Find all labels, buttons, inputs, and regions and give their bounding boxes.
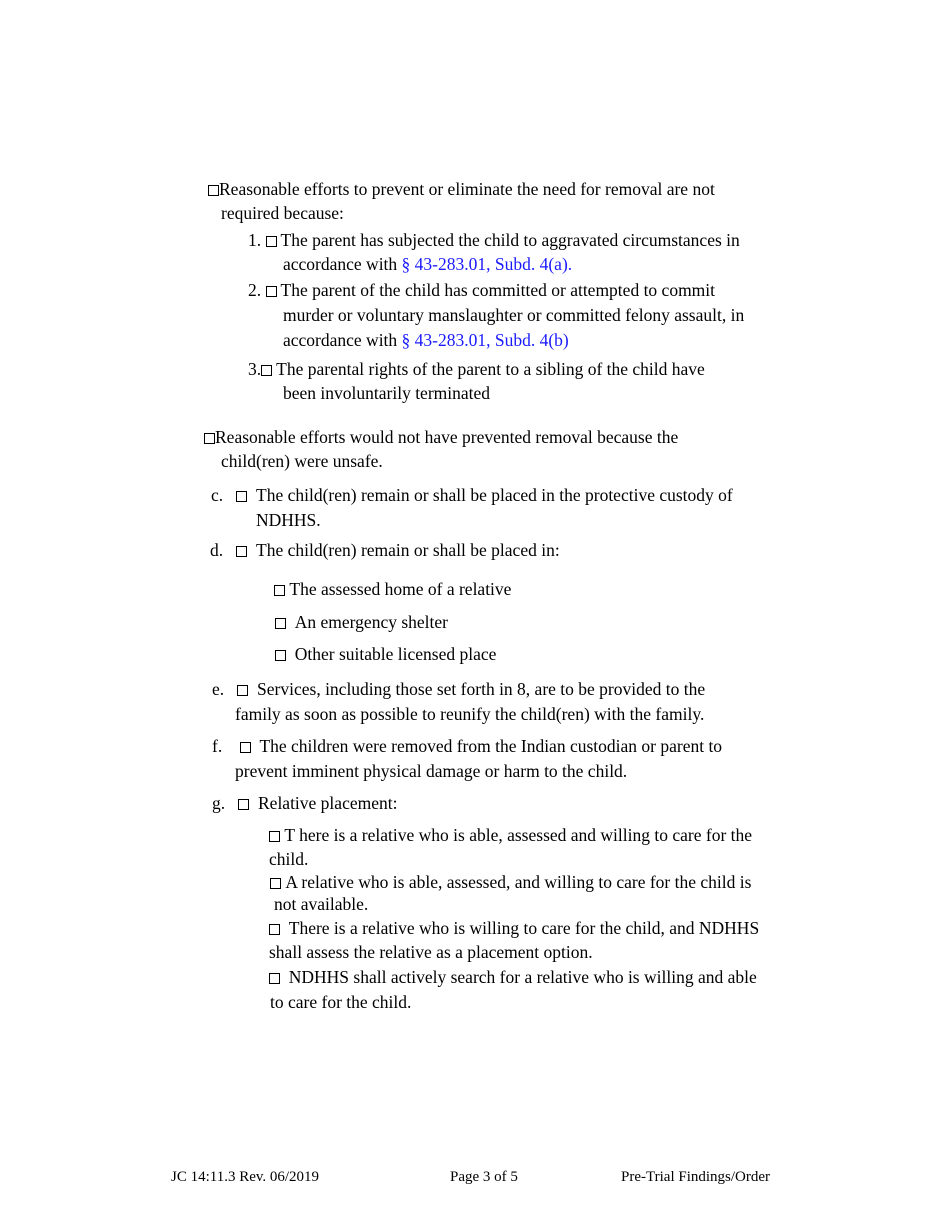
item-d-option-shelter: An emergency shelter: [275, 611, 448, 633]
indian-custodian-checkbox[interactable]: [240, 742, 251, 753]
placed-in-checkbox[interactable]: [236, 546, 247, 557]
not-required-item-1-cont: accordance with § 43-283.01, Subd. 4(a).: [283, 254, 573, 274]
item-g-option-3-cont: shall assess the relative as a placement option.: [269, 942, 593, 962]
item-d-option-licensed: Other suitable licensed place: [275, 643, 496, 665]
item-g-option-1: T here is a relative who is able, assessed and willing to care for the: [269, 824, 752, 846]
item-f: f. The children were removed from the Indian custodian or parent to: [212, 736, 723, 756]
footer-title: Pre-Trial Findings/Order: [621, 1169, 771, 1185]
item-g-option-1-cont: child.: [269, 849, 309, 869]
ndhhs-search-checkbox[interactable]: [269, 973, 280, 984]
services-checkbox[interactable]: [237, 685, 248, 696]
aggravated-circumstances-checkbox[interactable]: [266, 236, 277, 247]
item-d-option-relative: The assessed home of a relative: [274, 578, 511, 600]
not-prevented-heading: Reasonable efforts would not have prevented removal because the: [204, 426, 678, 448]
not-required-checkbox[interactable]: [208, 185, 219, 196]
footer-page-number: Page 3 of 5: [450, 1169, 518, 1185]
rights-terminated-checkbox[interactable]: [261, 365, 272, 376]
relative-able-willing-checkbox[interactable]: [269, 831, 280, 842]
relative-assess-checkbox[interactable]: [269, 924, 280, 935]
not-required-item-2-line2: murder or voluntary manslaughter or committed felony assault, in: [283, 305, 745, 325]
not-required-heading-cont: required because:: [221, 203, 344, 223]
not-required-item-3: 3. The parental rights of the parent to a sibling of the child have: [248, 359, 705, 379]
not-prevented-heading-cont: child(ren) were unsafe.: [221, 451, 383, 471]
item-g-option-2: A relative who is able, assessed, and willing to care for the child is: [270, 871, 751, 893]
statute-link-4a[interactable]: § 43-283.01, Subd. 4(a).: [401, 254, 573, 274]
item-g-option-3: There is a relative who is willing to care for the child, and NDHHS: [269, 917, 759, 939]
not-required-item-1: 1. The parent has subjected the child to aggravated circumstances in: [248, 230, 740, 250]
not-required-item-2: 2. The parent of the child has committed or attempted to commit: [248, 280, 716, 300]
item-g-option-2-cont: not available.: [274, 894, 369, 914]
not-required-item-3-cont: been involuntarily terminated: [283, 383, 491, 403]
murder-manslaughter-checkbox[interactable]: [266, 286, 277, 297]
item-g-option-4-cont: to care for the child.: [270, 992, 412, 1012]
not-required-item-2-line3: accordance with § 43-283.01, Subd. 4(b): [283, 330, 569, 350]
not-required-heading: Reasonable efforts to prevent or eliminate the need for removal are not: [208, 178, 715, 200]
item-g: g. Relative placement:: [212, 793, 398, 813]
item-f-cont: prevent imminent physical damage or harm to the child.: [235, 761, 628, 781]
protective-custody-checkbox[interactable]: [236, 491, 247, 502]
item-d: d. The child(ren) remain or shall be placed in:: [210, 540, 560, 560]
item-g-option-4: NDHHS shall actively search for a relative who is willing and able: [269, 966, 757, 988]
not-prevented-checkbox[interactable]: [204, 433, 215, 444]
footer-form-id: JC 14:11.3 Rev. 06/2019: [171, 1169, 320, 1185]
item-c-cont: NDHHS.: [256, 510, 321, 530]
statute-link-4b[interactable]: § 43-283.01, Subd. 4(b): [401, 330, 569, 350]
relative-placement-checkbox[interactable]: [238, 799, 249, 810]
item-c: c. The child(ren) remain or shall be placed in the protective custody of: [211, 485, 733, 505]
relative-home-checkbox[interactable]: [274, 585, 285, 596]
item-e-cont: family as soon as possible to reunify the child(ren) with the family.: [235, 704, 705, 724]
licensed-place-checkbox[interactable]: [275, 650, 286, 661]
item-e: e. Services, including those set forth in 8, are to be provided to the: [212, 679, 706, 699]
relative-not-available-checkbox[interactable]: [270, 878, 281, 889]
emergency-shelter-checkbox[interactable]: [275, 618, 286, 629]
